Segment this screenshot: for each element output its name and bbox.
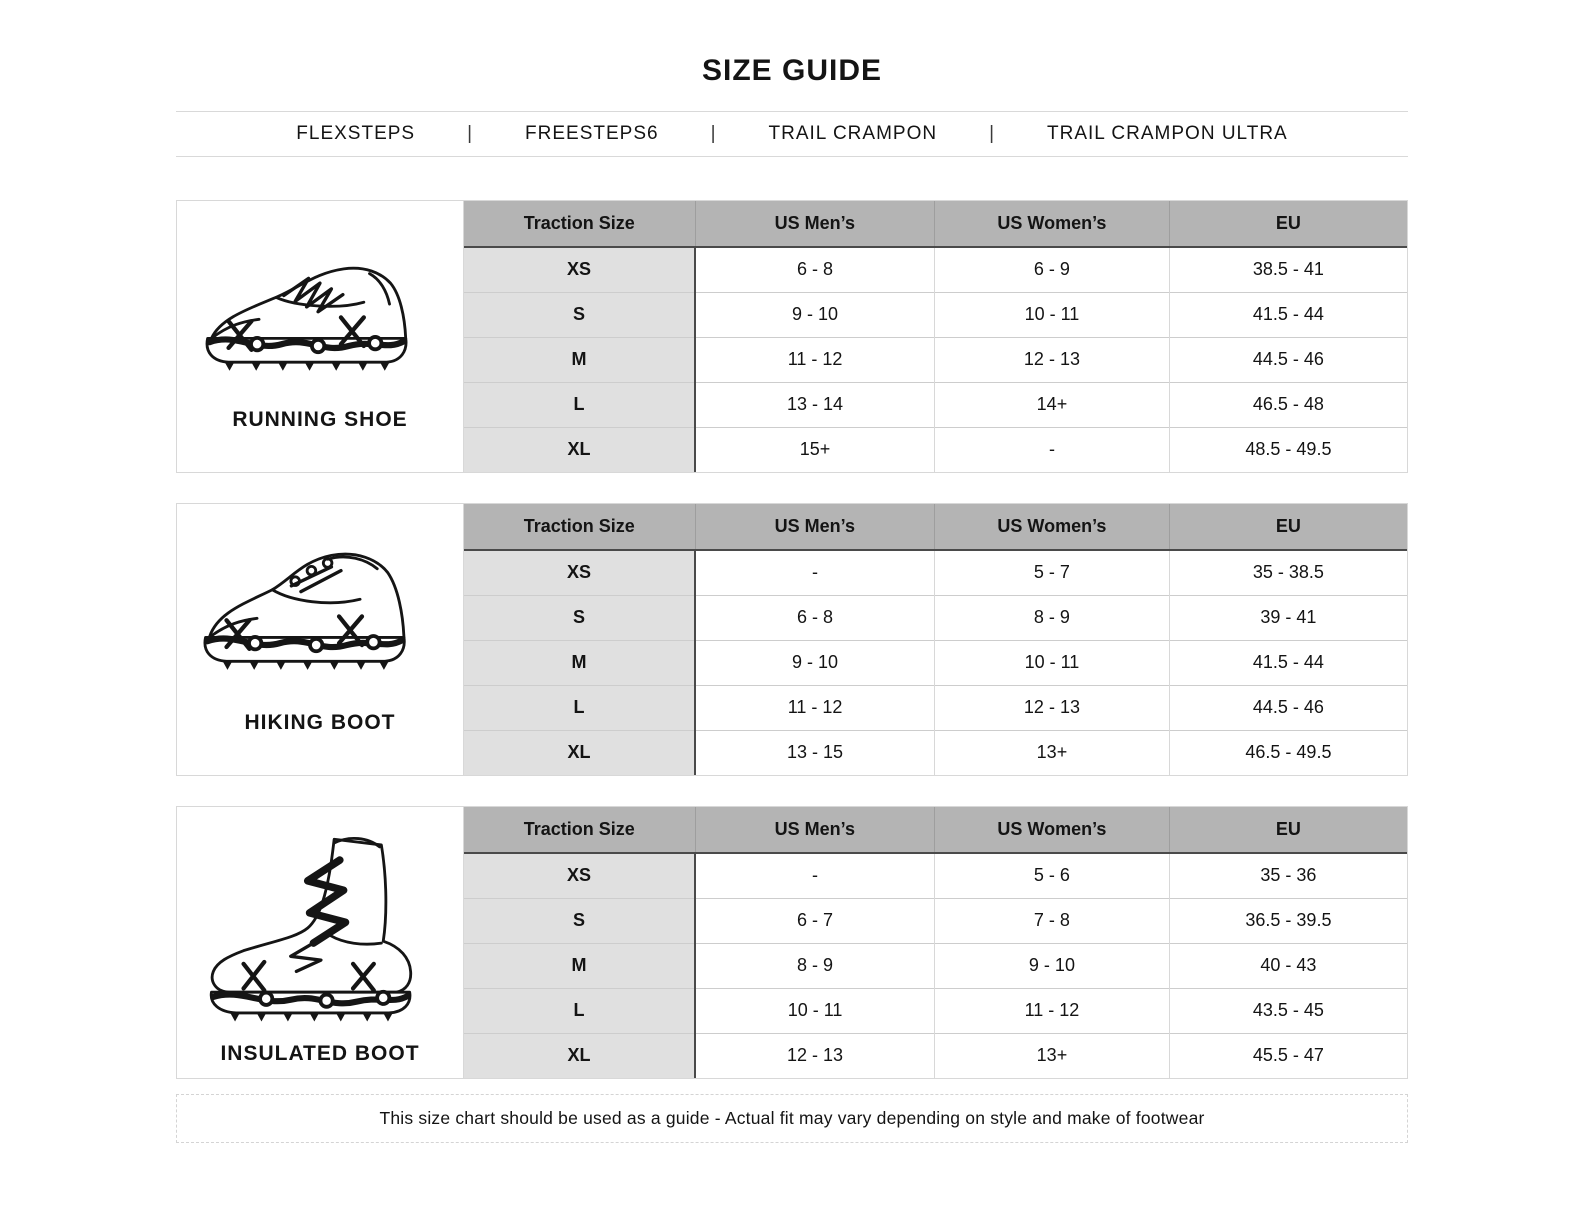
size-section-insulated-boot <box>176 806 1408 1079</box>
eu-cell: 35 - 36 <box>1169 853 1407 898</box>
insulated-boot-size-table <box>464 807 1407 1078</box>
traction-size-cell: XS <box>464 247 695 292</box>
us-mens-cell: 13 - 14 <box>695 382 935 427</box>
eu-cell: 44.5 - 46 <box>1169 685 1407 730</box>
us-womens-cell: 5 - 6 <box>935 853 1170 898</box>
nav-item-flexsteps[interactable]: FLEXSTEPS <box>296 123 416 144</box>
us-womens-cell: 12 - 13 <box>935 337 1170 382</box>
nav-item-freesteps6[interactable]: FREESTEPS6 <box>525 123 659 144</box>
page-title: SIZE GUIDE <box>701 54 883 87</box>
shoe-type-label: HIKING BOOT <box>244 711 396 734</box>
size-guide-page <box>176 0 1408 1143</box>
table-row <box>464 292 1407 337</box>
traction-size-cell: S <box>464 292 695 337</box>
table-row <box>464 247 1407 292</box>
divider-bottom <box>176 156 1408 157</box>
table-row <box>464 898 1407 943</box>
table-row <box>464 988 1407 1033</box>
column-header-eu: EU <box>1169 807 1407 853</box>
us-mens-cell: 11 - 12 <box>695 337 935 382</box>
table-header-row <box>464 807 1407 853</box>
us-mens-cell: - <box>695 550 935 595</box>
table-row <box>464 943 1407 988</box>
eu-cell: 43.5 - 45 <box>1169 988 1407 1033</box>
insulated-boot-crampon-icon <box>202 822 438 1034</box>
nav-separator: | <box>710 123 717 144</box>
us-womens-cell: 10 - 11 <box>935 640 1170 685</box>
table-header-row <box>464 201 1407 247</box>
us-mens-cell: 6 - 8 <box>695 595 935 640</box>
eu-cell: 46.5 - 48 <box>1169 382 1407 427</box>
us-mens-cell: 9 - 10 <box>695 640 935 685</box>
eu-cell: 35 - 38.5 <box>1169 550 1407 595</box>
us-womens-cell: 8 - 9 <box>935 595 1170 640</box>
traction-size-cell: XL <box>464 427 695 472</box>
traction-size-cell: M <box>464 337 695 382</box>
size-chart-disclaimer: This size chart should be used as a guide - Actual fit may vary depending on style and make of footwear <box>176 1094 1408 1143</box>
us-womens-cell: 6 - 9 <box>935 247 1170 292</box>
traction-size-cell: L <box>464 382 695 427</box>
column-header-us-mens: US Men’s <box>695 807 935 853</box>
column-header-traction-size: Traction Size <box>464 504 695 550</box>
insulated-boot-illustration-panel <box>177 807 464 1078</box>
traction-size-cell: S <box>464 595 695 640</box>
eu-cell: 44.5 - 46 <box>1169 337 1407 382</box>
table-row <box>464 685 1407 730</box>
traction-size-cell: L <box>464 988 695 1033</box>
traction-size-cell: XS <box>464 853 695 898</box>
column-header-us-mens: US Men’s <box>695 201 935 247</box>
eu-cell: 38.5 - 41 <box>1169 247 1407 292</box>
shoe-type-label: INSULATED BOOT <box>220 1042 420 1065</box>
us-mens-cell: 12 - 13 <box>695 1033 935 1078</box>
eu-cell: 41.5 - 44 <box>1169 640 1407 685</box>
column-header-us-womens: US Women’s <box>935 201 1170 247</box>
us-mens-cell: 10 - 11 <box>695 988 935 1033</box>
column-header-traction-size: Traction Size <box>464 807 695 853</box>
us-womens-cell: 5 - 7 <box>935 550 1170 595</box>
us-womens-cell: 13+ <box>935 730 1170 775</box>
column-header-eu: EU <box>1169 504 1407 550</box>
shoe-type-label: RUNNING SHOE <box>232 408 408 431</box>
hiking-boot-crampon-icon <box>196 521 444 689</box>
traction-size-cell: XL <box>464 1033 695 1078</box>
us-womens-cell: 12 - 13 <box>935 685 1170 730</box>
us-mens-cell: 8 - 9 <box>695 943 935 988</box>
us-mens-cell: 9 - 10 <box>695 292 935 337</box>
traction-size-cell: XL <box>464 730 695 775</box>
us-mens-cell: - <box>695 853 935 898</box>
table-row <box>464 337 1407 382</box>
us-womens-cell: 7 - 8 <box>935 898 1170 943</box>
traction-size-cell: M <box>464 943 695 988</box>
running-shoe-crampon-icon <box>196 226 444 386</box>
nav-item-trail-crampon[interactable]: TRAIL CRAMPON <box>768 123 938 144</box>
running-shoe-illustration-panel <box>177 201 464 472</box>
table-row <box>464 595 1407 640</box>
traction-size-cell: M <box>464 640 695 685</box>
size-section-running-shoe <box>176 200 1408 473</box>
eu-cell: 39 - 41 <box>1169 595 1407 640</box>
us-womens-cell: - <box>935 427 1170 472</box>
table-row <box>464 550 1407 595</box>
table-row <box>464 427 1407 472</box>
us-womens-cell: 13+ <box>935 1033 1170 1078</box>
us-mens-cell: 6 - 7 <box>695 898 935 943</box>
size-section-hiking-boot <box>176 503 1408 776</box>
eu-cell: 45.5 - 47 <box>1169 1033 1407 1078</box>
hiking-boot-size-table <box>464 504 1407 775</box>
traction-size-cell: S <box>464 898 695 943</box>
us-womens-cell: 14+ <box>935 382 1170 427</box>
table-row <box>464 382 1407 427</box>
table-row <box>464 730 1407 775</box>
eu-cell: 40 - 43 <box>1169 943 1407 988</box>
table-header-row <box>464 504 1407 550</box>
us-womens-cell: 10 - 11 <box>935 292 1170 337</box>
us-mens-cell: 15+ <box>695 427 935 472</box>
us-womens-cell: 11 - 12 <box>935 988 1170 1033</box>
us-mens-cell: 13 - 15 <box>695 730 935 775</box>
table-row <box>464 640 1407 685</box>
running-shoe-size-table <box>464 201 1407 472</box>
eu-cell: 41.5 - 44 <box>1169 292 1407 337</box>
column-header-us-womens: US Women’s <box>935 504 1170 550</box>
column-header-us-womens: US Women’s <box>935 807 1170 853</box>
column-header-traction-size: Traction Size <box>464 201 695 247</box>
nav-item-trail-crampon-ultra[interactable]: TRAIL CRAMPON ULTRA <box>1047 123 1288 144</box>
eu-cell: 46.5 - 49.5 <box>1169 730 1407 775</box>
product-nav <box>176 112 1408 156</box>
eu-cell: 48.5 - 49.5 <box>1169 427 1407 472</box>
table-row <box>464 853 1407 898</box>
nav-separator: | <box>467 123 474 144</box>
hiking-boot-illustration-panel <box>177 504 464 775</box>
eu-cell: 36.5 - 39.5 <box>1169 898 1407 943</box>
traction-size-cell: L <box>464 685 695 730</box>
nav-separator: | <box>989 123 996 144</box>
us-womens-cell: 9 - 10 <box>935 943 1170 988</box>
traction-size-cell: XS <box>464 550 695 595</box>
column-header-us-mens: US Men’s <box>695 504 935 550</box>
us-mens-cell: 11 - 12 <box>695 685 935 730</box>
column-header-eu: EU <box>1169 201 1407 247</box>
table-row <box>464 1033 1407 1078</box>
us-mens-cell: 6 - 8 <box>695 247 935 292</box>
